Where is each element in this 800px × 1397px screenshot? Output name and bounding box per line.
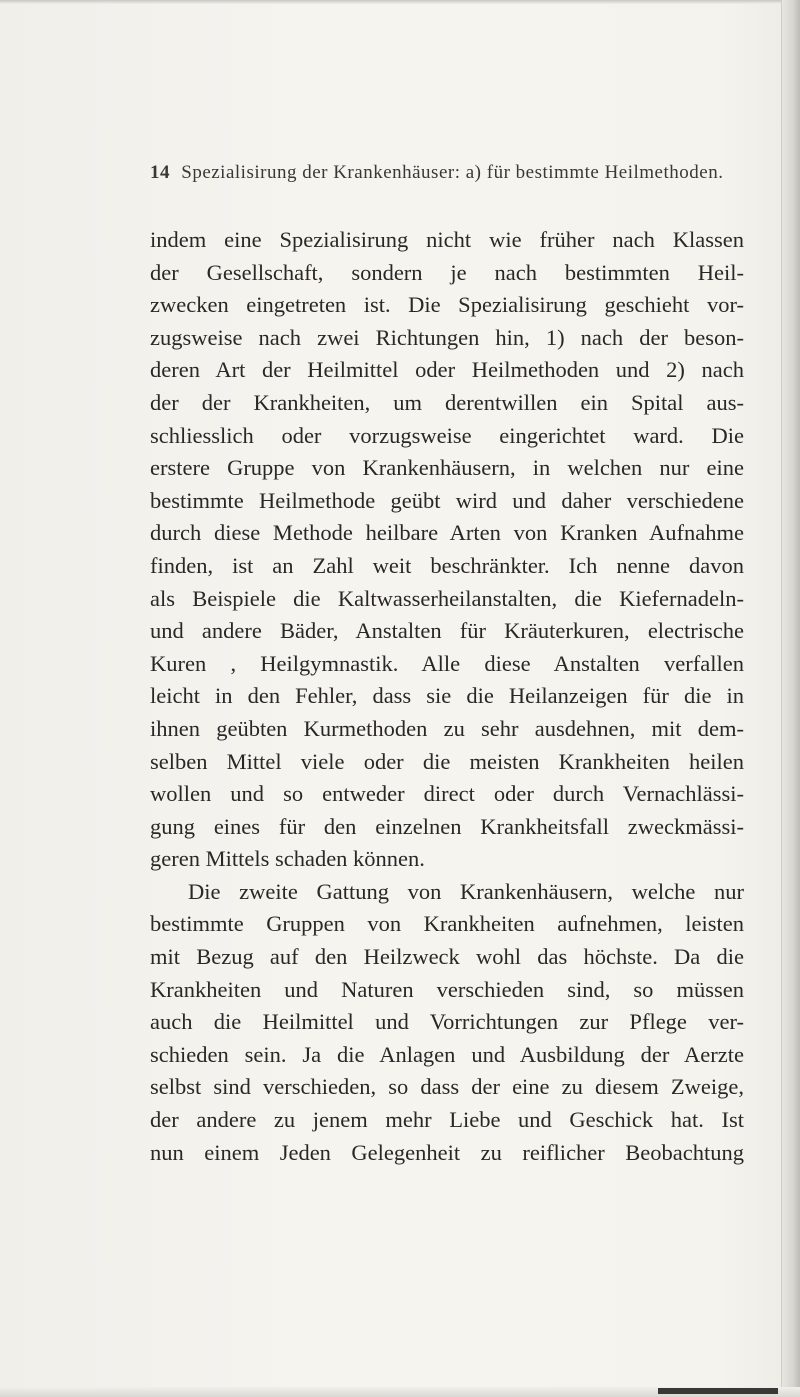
text-line: der Gesellschaft, sondern je nach bestimmten Heil- [150,259,744,285]
text-line: mit Bezug auf den Heilzweck wohl das höchste. Da die [150,944,744,970]
text-line: durch diese Methode heilbare Arten von Kranken Aufnahme [150,520,744,546]
scan-edge-mark [658,1388,778,1394]
paragraph-end-line: geren Mittels schaden können. [150,846,425,872]
text-line: selbst sind verschieden, so dass der eine zu diesem Zweige, [150,1074,744,1100]
running-head-title: Spezialisirung der Krankenhäuser: a) für bestimmte Heilmethoden. [181,162,724,183]
text-line: selben Mittel viele oder die meisten Krankheiten heilen [150,748,744,774]
page-number: 14 [150,162,170,183]
text-line: zwecken eingetreten ist. Die Spezialisirung geschieht vor- [150,292,744,318]
text-line: Kuren , Heilgymnastik. Alle diese Anstalten verfallen [150,650,744,676]
text-line: als Beispiele die Kaltwasserheilanstalten, die Kiefernadeln- [150,585,744,611]
text-line: leicht in den Fehler, dass sie die Heilanzeigen für die in [150,683,744,709]
text-line: der der Krankheiten, um derentwillen ein Spital aus- [150,389,744,415]
text-line: finden, ist an Zahl weit beschränkter. Ich nenne davon [150,552,744,578]
text-line: erstere Gruppe von Krankenhäusern, in welchen nur eine [150,455,744,481]
text-line: bestimmte Gruppen von Krankheiten aufnehmen, leisten [150,911,744,937]
text-line: der andere zu jenem mehr Liebe und Geschick hat. Ist [150,1107,744,1133]
text-line: indem eine Spezialisirung nicht wie früher nach Klassen [150,227,744,252]
text-line: bestimmte Heilmethode geübt wird und daher verschiedene [150,487,744,513]
text-line: Krankheiten und Naturen verschieden sind, so müssen [150,976,744,1002]
text-line: ihnen geübten Kurmethoden zu sehr ausdehnen, mit dem- [150,715,744,741]
text-line: schieden sein. Ja die Anlagen und Ausbildung der Aerzte [150,1041,744,1067]
text-line: und andere Bäder, Anstalten für Kräuterkuren, electrische [150,618,744,644]
page-top-edge [0,0,800,4]
paragraph-start-line: Die zweite Gattung von Krankenhäusern, welche nur [188,878,744,904]
text-line: schliesslich oder vorzugsweise eingerichtet ward. Die [150,422,744,448]
text-line: auch die Heilmittel und Vorrichtungen zur Pflege ver- [150,1009,744,1035]
text-line: zugsweise nach zwei Richtungen hin, 1) nach der beson- [150,324,744,350]
page-right-edge [781,0,800,1397]
running-head [150,162,750,184]
text-line: nun einem Jeden Gelegenheit zu reiflicher Beobachtung [150,1139,744,1165]
text-line: deren Art der Heilmittel oder Heilmethoden und 2) nach [150,357,744,383]
text-line: gung eines für den einzelnen Krankheitsfall zweckmässi- [150,813,744,839]
text-line: wollen und so entweder direct oder durch Vernachlässi- [150,781,744,807]
body-text [150,224,744,1169]
